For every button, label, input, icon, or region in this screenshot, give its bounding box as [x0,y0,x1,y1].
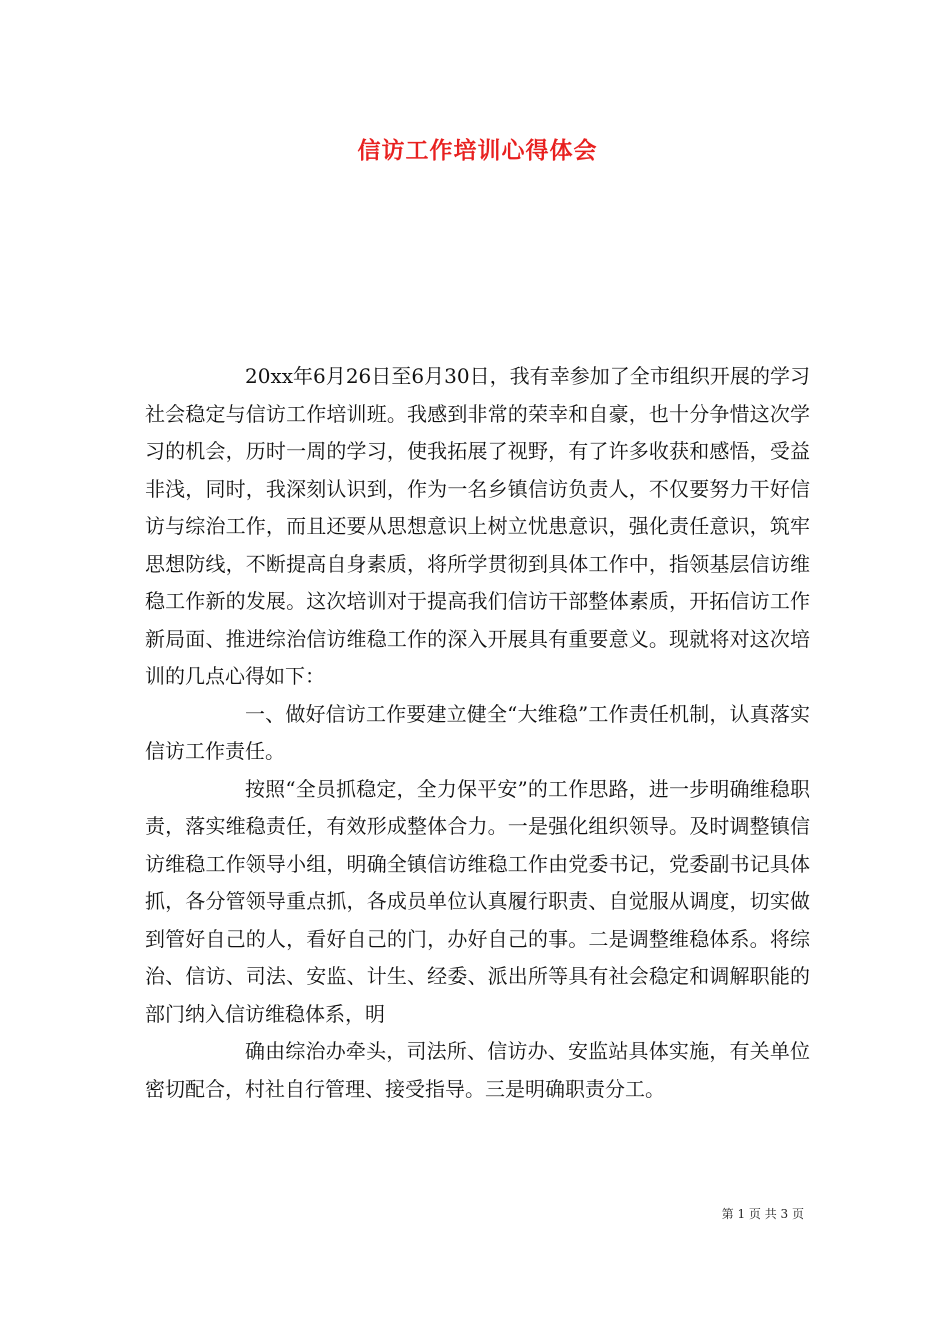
document-body [145,358,810,1108]
paragraph-section-1-body: 按照“全员抓稳定，全力保平安”的工作思路，进一步明确维稳职责，落实维稳责任，有效形成整体合力。一是强化组织领导。及时调整镇信访维稳工作领导小组，明确全镇信访维稳工作由党委书记，党委副书记具体抓，各分管领导重点抓，各成员单位认真履行职责、自觉服从调度，切实做到管好自己的人，看好自己的门，办好自己的事。二是调整维稳体系。将综治、信访、司法、安监、计生、经委、派出所等具有社会稳定和调解职能的部门纳入信访维稳体系，明 [145,776,810,1026]
paragraph-section-heading-1: 一、做好信访工作要建立健全“大维稳”工作责任机制，认真落实信访工作责任。 [145,701,810,763]
paragraph-section-1-continued: 确由综治办牵头，司法所、信访办、安监站具体实施，有关单位密切配合，村社自行管理、接受指导。三是明确职责分工。 [145,1039,810,1101]
paragraph-intro: 20xx年6月26日至6月30日，我有幸参加了全市组织开展的学习社会稳定与信访工作培训班。我感到非常的荣幸和自豪，也十分争惜这次学习的机会，历时一周的学习，使我拓展了视野，有了许多收获和感悟，受益非浅，同时，我深刻认识到，作为一名乡镇信访负责人，不仅要努力干好信访与综治工作，而且还要从思想意识上树立忧患意识，强化责任意识，筑牢思想防线，不断提高自身素质，将所学贯彻到具体工作中，指领基层信访维稳工作新的发展。这次培训对于提高我们信访干部整体素质，开拓信访工作新局面、推进综治信访维稳工作的深入开展具有重要意义。现就将对这次培训的几点心得如下： [145,364,810,688]
page-number: 第 1 页 共 3 页 [721,1207,804,1221]
document-title: 信访工作培训心得体会 [357,137,598,164]
